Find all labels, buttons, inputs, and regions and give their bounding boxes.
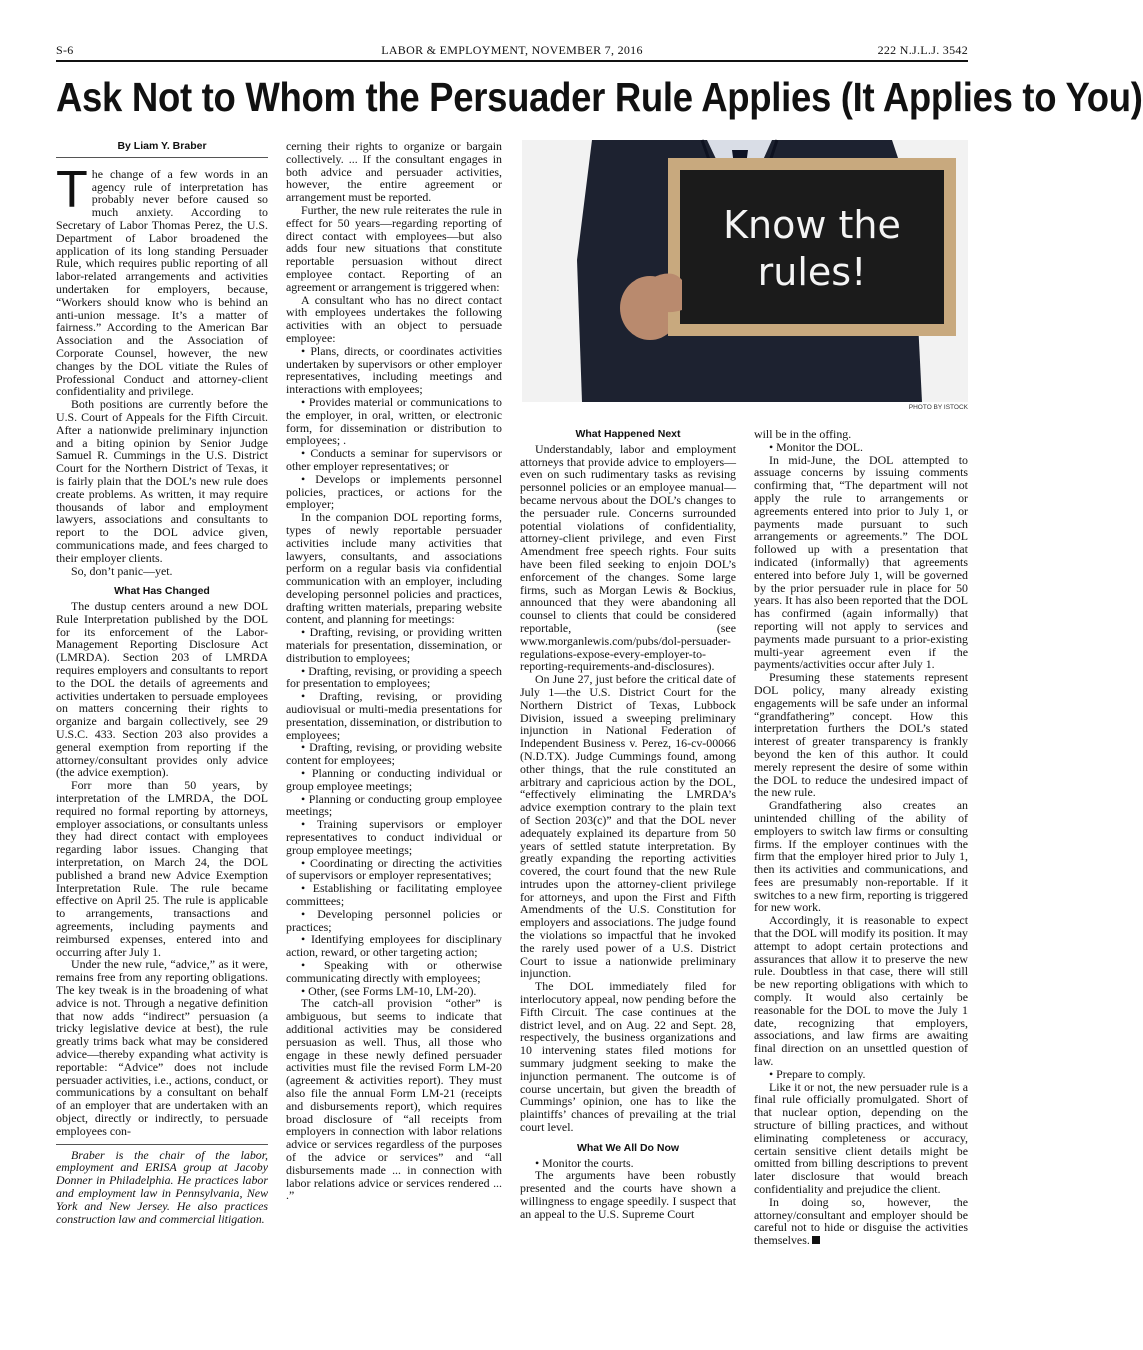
bullet-item: • Establishing or facilitating employee committees;	[286, 881, 502, 909]
paragraph: In the companion DOL reporting forms, types of newly reportable persuader activities include many activities that lawyers, consultants, and associations perform on a regular basis via confidential communication with an employer, including developing personnel policies and practices, drafting written materials, preparing website content, and planning for meetings:	[286, 510, 502, 627]
subhead-what-has-changed: What Has Changed	[114, 585, 210, 598]
bullet-item: • Coordinating or directing the activities of supervisors or employer representatives;	[286, 855, 502, 883]
paragraph: The arguments have been robustly presented and the courts have shown a willingness to engage speedily. I suspect that an appeal to the U.S. Supreme Court	[520, 1168, 736, 1221]
paragraph: Understandably, labor and employment attorneys that provide advice to employers—even on such rudimentary tasks as revising personnel policies or an employee manual—became nervous about the DOL’s changes to the persuader rule. Concerns surrounded potential violations of confidentiality, attorney-client privilege, and even First Amendment free speech rights. Four suits have been filed seeking to enjoin DOL’s enforcement of the changes. Some large firms, such as Morgan Lewis & Bockius, announced that they were abandoning all counsel to clients that could be considered reportable, (see www.morganlewis.com/pubs/dol-persuader-regulations-expose-every-employer-to-reporting-requirements-and-disclosures).	[520, 441, 736, 674]
paragraph: Presuming these statements represent DOL policy, many already existing engagements will be safe under an informal “grandfathering” concept. How this interpretation furthers the DOL’s stated interest of greater transparency is frankly beyond the ken of this author. It could merely represent the desire of some within the DOL to reduce the undesired impact of the new rule.	[754, 670, 968, 800]
paragraph: Like it or not, the new persuader rule is a final rule officially promulgated. Short of that nuclear option, depending on the structure of billing practices, and without eliminating completeness or accuracy, certain sensitive client details might be omitted from billing descriptions to prevent later disclosure that would breach confidentiality and prejudice the client.	[754, 1079, 968, 1197]
paragraph: Grandfathering also creates an unintended chilling of the ability of employers to switch law firms or consulting firms. If the employer continues with the firm that the employer hired prior to July 1, then its activities and communications, and fees are presumably non-reportable. If it switches to a new firm, reporting is triggered for new work.	[754, 798, 968, 915]
bullet-item: • Conducts a seminar for supervisors or other employer representatives; or	[286, 446, 502, 473]
subhead-what-happened-next: What Happened Next	[575, 428, 681, 440]
paragraph: Accordingly, it is reasonable to expect that the DOL will modify its position. It may attempt to adopt certain protections and assurances that allow it to preserve the new rule. Doubtless in that case, there will still be new reporting obligations with which to comply. It would also certainly be reasonable for the DOL to move the July 1 date, recognizing that employers, associations, and law firms are awaiting final direction on an unsettled question of law.	[754, 913, 968, 1069]
bullet-item: • Drafting, revising, or providing audiovisual or multi-media presentations for presentation, dissemination, or distribution to employees;	[286, 689, 502, 742]
end-mark	[812, 1236, 820, 1244]
bullet-item: • Identifying employees for disciplinary action, reward, or other targeting action;	[286, 932, 502, 960]
paragraph	[754, 1196, 968, 1247]
bullet-item: • Monitor the courts.	[535, 1155, 634, 1170]
paragraph: Further, the new rule reiterates the rule in effect for 50 years—regarding reporting of direct contact with employees—but also adds four new situations that constitute reportable persuasion without direct employee contact. Reporting of an agreement or arrangement is triggered when:	[286, 202, 502, 294]
chalk-line-1: Know the	[723, 203, 901, 247]
bullet-item: • Prepare to comply.	[769, 1066, 866, 1081]
bullet-item: • Planning or conducting individual or group employee meetings;	[286, 766, 502, 793]
column-2	[286, 140, 502, 1320]
byline: By Liam Y. Braber	[56, 140, 268, 158]
paragraph: Forr more than 50 years, by interpretation of the LMRDA, the DOL required no formal reporting by attorneys, employer associations, or consultants unless they had direct contact with employees regarding labor issues. Changing that interpretation, on March 24, the DOL published a brand new Advice Exemption Interpretation Rule. The rule became effective on April 25. The rule is applicable to arrangements, transactions and agreements, including payments and reimbursed expenses, entered into and occurring after July 1.	[56, 778, 268, 959]
photo-illustration	[522, 140, 968, 402]
running-head	[56, 40, 968, 60]
bullet-item: • Training supervisors or employer representatives to conduct individual or group employee meetings;	[286, 817, 502, 857]
paragraph: The dustup centers around a new DOL Rule Interpretation published by the DOL for its enforcement of the Labor-Management Reporting Disclosure Act (LMRDA). Section 203 of LMRDA requires employers and consultants to report to the DOL the details of agreements and activities undertaken to persuade employees on matters concerning their rights to organize and bargain collectively, see 29 U.S.C. 433. Section 203 also provides a general exemption from reporting if the attorney/consultant provides only advice (the advice exemption).	[56, 599, 268, 780]
closing-text: In doing so, however, the attorney/consultant and employer should be careful not to hide or disguise the activities themselves.	[754, 1194, 968, 1248]
header-rule	[56, 60, 968, 62]
section-dateline: LABOR & EMPLOYMENT, NOVEMBER 7, 2016	[381, 43, 643, 57]
paragraph: cerning their rights to organize or bargain collectively. ... If the consultant engages in both advice and persuader activities, however, the entire agreement or arrangement must be reported.	[286, 139, 502, 205]
paragraph: Both positions are currently before the U.S. Court of Appeals for the Fifth Circuit. After a nationwide preliminary injunction and a biting opinion by Senior Judge Samuel R. Cummings in the U.S. District Court for the Northern District of Texas, it is fairly plain that the DOL’s new rule does create problems. As written, it may require thousands of labor and employment lawyers, associations and consultants to report to the DOL advice given, communications made, and fees charged to their employer clients.	[56, 397, 268, 565]
chalk-line-2: rules!	[757, 250, 867, 294]
paragraph: A consultant who has no direct contact with employees undertakes the following activities with an object to persuade employee:	[286, 292, 502, 345]
subhead-what-we-all-do-now: What We All Do Now	[576, 1141, 680, 1154]
paragraph: Under the new rule, “advice,” as it were, remains free from any reporting obligations. The key tweak is in the broadening of what advice is not. Through a negative definition that now adds “indirect” persuasion (a tricky legislative device at best), the rule greatly trims back what may be considered advice—thereby expanding what activity is reportable: “Advice” does not include persuader activities, i.e., actions, conduct, or communications by a consultant on behalf of an employer that are undertaken with an object, directly or indirectly, to persuade employees con-	[56, 957, 268, 1138]
citation: 222 N.J.L.J. 3542	[877, 43, 968, 57]
bullet-item: • Drafting, revising, or providing website content for employees;	[286, 740, 502, 768]
photo-credit: PHOTO BY ISTOCK	[908, 404, 968, 411]
bullet-item: • Develops or implements personnel policies, practices, or actions for the employer;	[286, 471, 502, 512]
author-bio: Braber is the chair of the labor, employment and ERISA group at Jacoby Donner in Philadelphia. He practices labor and employment law in Pennsylvania, New York and New Jersey. He also practices construction law and commercial litigation.	[56, 1147, 268, 1226]
paragraph: On June 27, just before the critical date of July 1—the U.S. District Court for the Northern District of Texas, Lubbock Division, issued a sweeping preliminary injunction in National Federation of Independent Business v. Perez, 16-cv-00066 (N.D.TX). Judge Cummings found, among other things, that the rule constituted an arbitrary and capricious action by the DOL, “effectively eliminating the LMRDA’s advice exemption contrary to the plain text of Section 203(c)” and that the DOL never adequately explained its departure from 50 years of settled statute interpretation. By greatly expanding the reporting activities covered, the court found that the new Rule intrudes upon the attorney-client privilege for attorneys, and upon the First and Fifth Amendments of the U.S. Constitution for employers and associations. The judge found the violations so impactful that he invoked the rarely used power of a U.S. District Court to issue a nationwide preliminary injunction.	[520, 672, 736, 981]
lead-paragraph: The change of a few words in an agency rule of interpretation has probably never before caused so much anxiety. According to Secretary of Labor Thomas Perez, the U.S. Department of Labor broadened the application of its long standing Persuader Rule, which requires public reporting of all labor-related arrangements and activities undertaken for employers, because, “Workers should know who is behind an anti-union message. It’s a matter of fairness.” According to the American Bar Association and the Association of Corporate Counsel, however, the new changes by the DOL vitiate the Rules of Professional Conduct and attorney-client confidentiality and privilege.	[56, 160, 268, 399]
bullet-item: • Other, (see Forms LM-10, LM-20).	[301, 983, 477, 998]
paragraph: The catch-all provision “other” is ambiguous, but seems to indicate that additional activities may be considered persuasion as well. Thus, all those who engage in these newly defined persuader activities must file the revised Form LM-20 (agreement & activities report). They must also file the annual Form LM-21 (receipts and disbursements report), which requires broad disclosure of “all receipts from employers in connection with labor relations advice or services regardless of the purposes of the advice or services” and “all disbursements made ... in connection with labor relations advice or services rendered ... .”	[286, 996, 502, 1203]
bullet-item: • Drafting, revising, or providing a speech for presentation to employees;	[286, 663, 502, 691]
column-1	[56, 140, 268, 1320]
bullet-item: • Speaking with or otherwise communicating directly with employees;	[286, 958, 502, 985]
column-4	[754, 428, 968, 1320]
bio-divider	[56, 1144, 268, 1145]
article-photo	[522, 140, 968, 402]
drop-cap: T	[56, 160, 88, 219]
paragraph: The DOL immediately filed for interlocutory appeal, now pending before the Fifth Circuit. The case continues at the district level, and on Aug. 22 and Sept. 28, respectively, the business organizations and 10 intervening states filed motions for summary judgment seeking to make the injunction permanent. The outcome is of course uncertain, but given the breadth of Cummings’ opinion, one has to like the plaintiffs’ chances of prevailing at the trial court level.	[520, 979, 736, 1135]
column-3	[520, 428, 736, 1320]
bullet-item: • Developing personnel policies or practices;	[286, 906, 502, 934]
bullet-item: • Monitor the DOL.	[769, 439, 863, 454]
bullet-item: • Drafting, revising, or providing written materials for presentation, dissemination, or distribution to employees;	[286, 625, 502, 665]
paragraph: In mid-June, the DOL attempted to assuage concerns by issuing comments confirming that, “The department will not apply the rule to arrangements or agreements entered into prior to July 1, or payments made pursuant to such arrangements or agreements.” The DOL followed up with a presentation that indicated (informally) that agreements entered into before July 1, will be governed by the prior persuader rule in place for 50 years. It has also been reported that the DOL has confirmed (again informally) that reporting will not apply to services and payments made pursuant to a prior-existing multi-year agreement even if the payments/activities occur after July 1.	[754, 452, 968, 672]
bullet-item: • Provides material or communications to the employer, in oral, written, or electronic form, for dissemination or distribution to employees; .	[286, 394, 502, 448]
paragraph: So, don’t panic—yet.	[71, 563, 173, 578]
bullet-item: • Planning or conducting group employee meetings;	[286, 791, 502, 819]
chalkboard	[680, 170, 944, 324]
headline: Ask Not to Whom the Persuader Rule Applies (It Applies to You)	[56, 74, 1143, 120]
page-number: S-6	[56, 43, 74, 57]
bullet-item: • Plans, directs, or coordinates activities undertaken by supervisors or other employer representatives, including meetings and interactions with employees;	[286, 343, 502, 397]
paragraph: will be in the offing.	[754, 427, 852, 441]
